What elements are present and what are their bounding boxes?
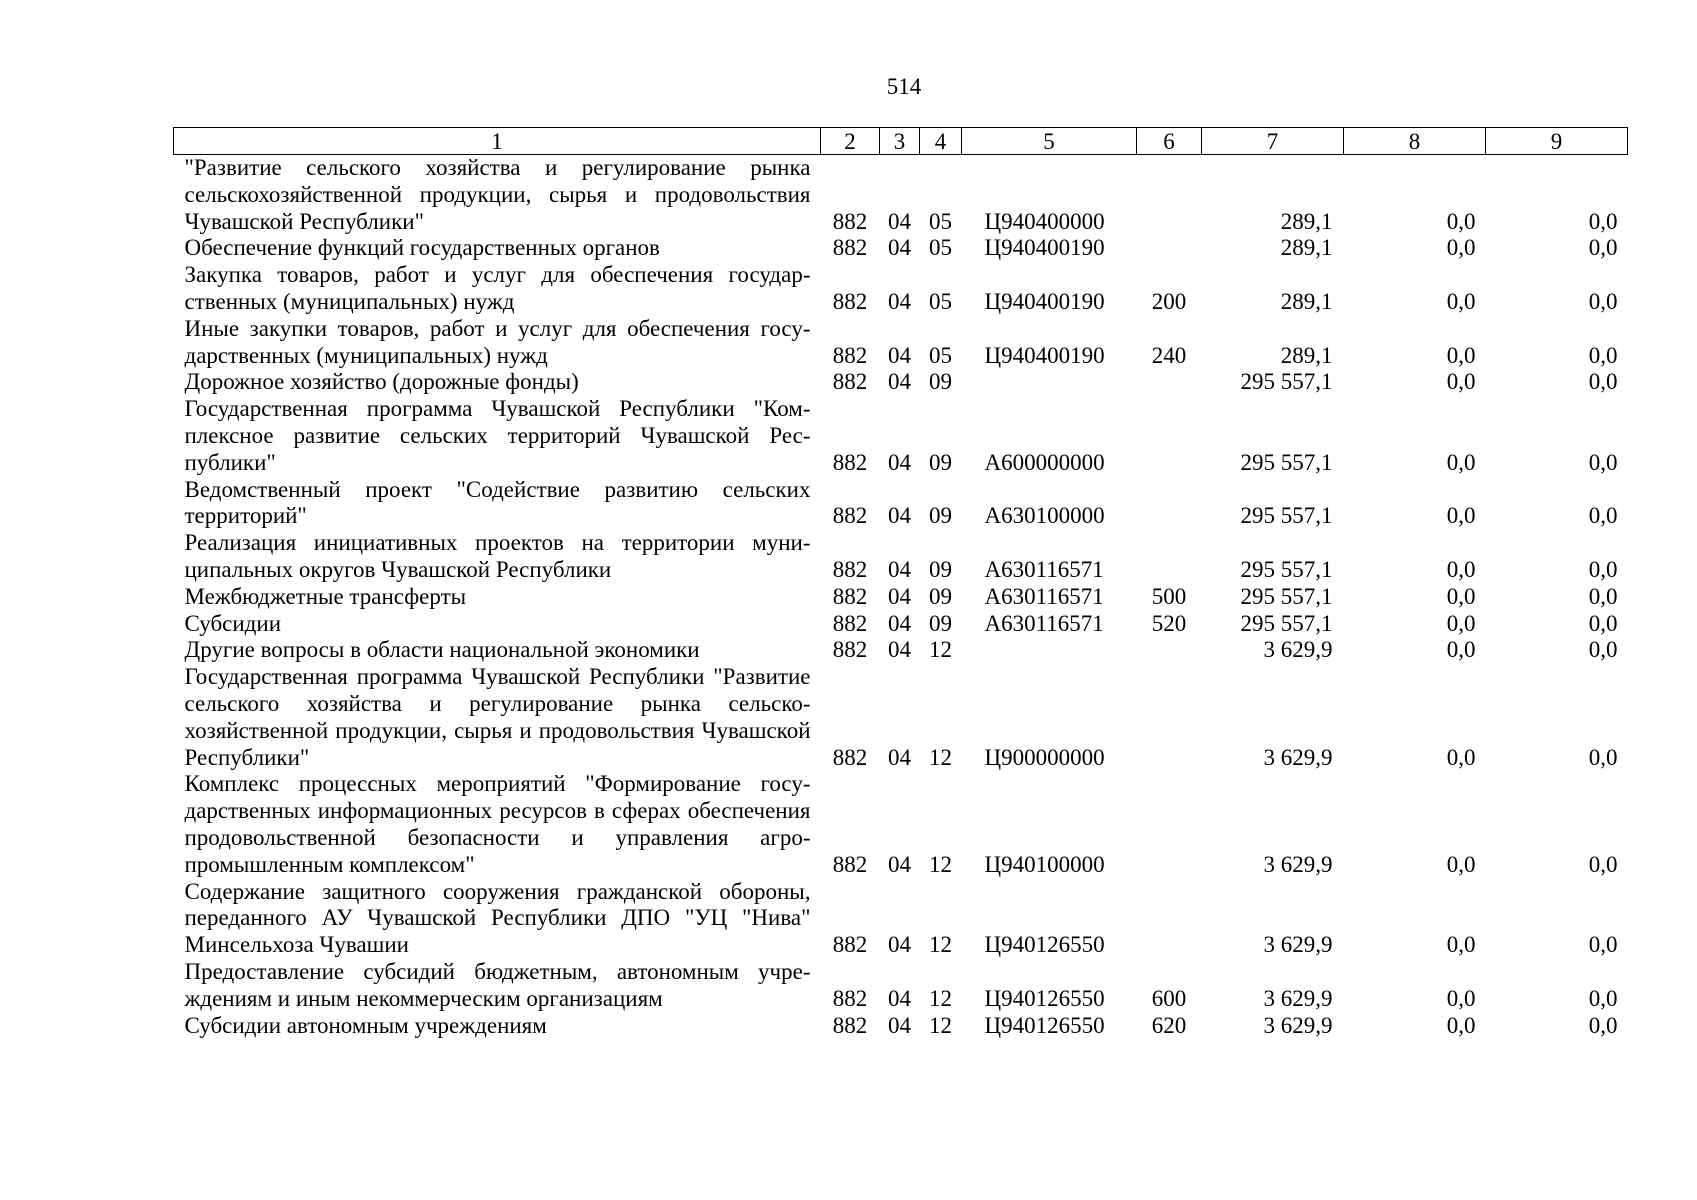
row-expense-type: 500 xyxy=(1151,583,1187,609)
table-row xyxy=(174,664,1628,771)
row-ministry-code: 882 xyxy=(832,610,868,636)
row-amount-col7: 3 629,9 xyxy=(1263,851,1333,877)
table-row xyxy=(174,1013,1628,1040)
row-name: Содержание защитного сооружения гражданской обороны, переданного АУ Чувашской Республики ДПО "УЦ "Нива" Минсельхоза Чувашии xyxy=(184,878,811,958)
row-ministry-code: 882 xyxy=(832,342,868,368)
row-amount-col9: 0,0 xyxy=(1588,851,1618,877)
row-name: Государственная программа Чувашской Республики "Развитие сельского хозяйства и регулирование рынка сельскохозяйственной продукции, сырья и продовольствия Чувашской Республики" xyxy=(184,664,811,770)
row-amount-col7: 289,1 xyxy=(1280,288,1333,314)
row-section: 04 xyxy=(888,637,911,663)
table-row xyxy=(174,369,1628,396)
row-expense-type: 600 xyxy=(1151,985,1187,1011)
row-target-article: Ц940126550 xyxy=(984,985,1105,1011)
header-col-3: 3 xyxy=(880,128,920,155)
row-name: Другие вопросы в области национальной экономики xyxy=(184,637,700,663)
row-amount-col9: 0,0 xyxy=(1588,985,1618,1011)
row-amount-col9: 0,0 xyxy=(1588,556,1618,582)
row-amount-col8: 0,0 xyxy=(1446,637,1476,663)
row-amount-col8: 0,0 xyxy=(1446,208,1476,234)
row-name: Межбюджетные трансферты xyxy=(184,583,467,609)
row-amount-col7: 3 629,9 xyxy=(1263,637,1333,663)
row-amount-col8: 0,0 xyxy=(1446,610,1476,636)
row-subsection: 09 xyxy=(929,610,952,636)
table-row xyxy=(174,637,1628,664)
row-section: 04 xyxy=(888,235,911,261)
row-target-article xyxy=(962,637,1137,664)
row-target-article: А630116571 xyxy=(984,583,1104,609)
row-name: Реализация инициативных проектов на территории муниципальных округов Чувашской Республики xyxy=(184,530,811,582)
row-subsection: 09 xyxy=(929,556,952,582)
row-name: Государственная программа Чувашской Республики "Комплексное развитие сельских территорий Чувашской Республики" xyxy=(184,396,811,475)
row-subsection: 09 xyxy=(929,449,952,475)
row-amount-col7: 289,1 xyxy=(1280,235,1333,261)
row-ministry-code: 882 xyxy=(832,369,868,395)
row-name: Комплекс процессных мероприятий "Формирование государственных информационных ресурсов в сферах обеспечения продовольственной безопасности и управления агропромышленным комплексом" xyxy=(184,771,811,877)
row-amount-col8: 0,0 xyxy=(1446,932,1476,958)
row-amount-col7: 289,1 xyxy=(1280,342,1333,368)
row-target-article: Ц940400190 xyxy=(984,235,1105,261)
header-col-8: 8 xyxy=(1344,128,1486,155)
row-subsection: 12 xyxy=(929,932,952,958)
row-ministry-code: 882 xyxy=(832,744,868,770)
row-target-article: Ц940400190 xyxy=(984,288,1105,314)
row-ministry-code: 882 xyxy=(832,449,868,475)
header-col-4: 4 xyxy=(920,128,962,155)
row-amount-col9: 0,0 xyxy=(1588,637,1618,663)
table-row xyxy=(174,879,1628,959)
row-amount-col8: 0,0 xyxy=(1446,449,1476,475)
row-amount-col8: 0,0 xyxy=(1446,851,1476,877)
header-col-1: 1 xyxy=(174,128,821,155)
row-section: 04 xyxy=(888,208,911,234)
row-amount-col7: 295 557,1 xyxy=(1240,583,1333,609)
row-target-article: Ц940100000 xyxy=(984,851,1105,877)
row-section: 04 xyxy=(888,1012,911,1038)
row-amount-col7: 289,1 xyxy=(1280,208,1333,234)
row-section: 04 xyxy=(888,342,911,368)
row-name: Предоставление субсидий бюджетным, автономным учреждениям и иным некоммерческим организациям xyxy=(184,958,811,1011)
row-target-article: Ц940126550 xyxy=(984,1012,1105,1038)
row-expense-type xyxy=(1137,664,1202,771)
row-ministry-code: 882 xyxy=(832,1012,868,1038)
table-row xyxy=(174,611,1628,638)
row-amount-col8: 0,0 xyxy=(1446,342,1476,368)
row-amount-col8: 0,0 xyxy=(1446,744,1476,770)
row-name: Обеспечение функций государственных органов xyxy=(184,235,660,261)
row-target-article: Ц940126550 xyxy=(984,932,1105,958)
table-row xyxy=(174,959,1628,1013)
row-subsection: 09 xyxy=(929,503,952,529)
row-section: 04 xyxy=(888,369,911,395)
row-subsection: 05 xyxy=(929,208,952,234)
row-ministry-code: 882 xyxy=(832,851,868,877)
row-amount-col9: 0,0 xyxy=(1588,610,1618,636)
header-row xyxy=(174,128,1628,155)
header-col-7: 7 xyxy=(1202,128,1344,155)
row-amount-col7: 295 557,1 xyxy=(1240,610,1333,636)
row-amount-col9: 0,0 xyxy=(1588,288,1618,314)
row-section: 04 xyxy=(888,583,911,609)
row-expense-type xyxy=(1137,396,1202,476)
row-expense-type xyxy=(1137,477,1202,531)
row-ministry-code: 882 xyxy=(832,637,868,663)
row-amount-col9: 0,0 xyxy=(1588,744,1618,770)
row-subsection: 12 xyxy=(929,744,952,770)
row-expense-type: 620 xyxy=(1151,1012,1187,1038)
row-name: Ведомственный проект "Содействие развитию сельских территорий" xyxy=(184,476,811,529)
row-amount-col8: 0,0 xyxy=(1446,556,1476,582)
row-ministry-code: 882 xyxy=(832,932,868,958)
row-amount-col7: 295 557,1 xyxy=(1240,369,1333,395)
row-subsection: 12 xyxy=(929,1012,952,1038)
row-subsection: 05 xyxy=(929,288,952,314)
row-subsection: 05 xyxy=(929,342,952,368)
row-section: 04 xyxy=(888,985,911,1011)
row-section: 04 xyxy=(888,556,911,582)
row-expense-type xyxy=(1137,879,1202,959)
row-amount-col9: 0,0 xyxy=(1588,208,1618,234)
row-expense-type xyxy=(1137,155,1202,236)
row-target-article: А630116571 xyxy=(984,556,1104,582)
row-name: "Развитие сельского хозяйства и регулирование рынка сельскохозяйственной продукции, сырья и продовольствия Чувашской Республики" xyxy=(184,155,811,234)
row-amount-col8: 0,0 xyxy=(1446,985,1476,1011)
row-section: 04 xyxy=(888,851,911,877)
row-amount-col9: 0,0 xyxy=(1588,342,1618,368)
row-section: 04 xyxy=(888,503,911,529)
row-subsection: 09 xyxy=(929,369,952,395)
header-col-5: 5 xyxy=(962,128,1137,155)
page-number: 514 xyxy=(886,74,922,99)
row-amount-col7: 3 629,9 xyxy=(1263,932,1333,958)
row-target-article: Ц940400190 xyxy=(984,342,1105,368)
row-subsection: 05 xyxy=(929,235,952,261)
row-section: 04 xyxy=(888,449,911,475)
table-row xyxy=(174,262,1628,316)
budget-table xyxy=(173,127,1628,1039)
row-amount-col8: 0,0 xyxy=(1446,503,1476,529)
row-amount-col9: 0,0 xyxy=(1588,932,1618,958)
row-expense-type xyxy=(1137,771,1202,878)
row-expense-type xyxy=(1137,369,1202,396)
row-target-article xyxy=(962,369,1137,396)
row-subsection: 12 xyxy=(929,637,952,663)
row-amount-col8: 0,0 xyxy=(1446,369,1476,395)
row-expense-type xyxy=(1137,235,1202,262)
row-amount-col9: 0,0 xyxy=(1588,235,1618,261)
table-header xyxy=(174,128,1628,155)
table-row xyxy=(174,396,1628,476)
row-expense-type: 520 xyxy=(1151,610,1187,636)
row-expense-type xyxy=(1137,637,1202,664)
row-amount-col7: 295 557,1 xyxy=(1240,503,1333,529)
row-amount-col7: 295 557,1 xyxy=(1240,556,1333,582)
row-target-article: Ц900000000 xyxy=(984,744,1105,770)
header-col-6: 6 xyxy=(1137,128,1202,155)
row-expense-type: 240 xyxy=(1151,342,1187,368)
row-amount-col9: 0,0 xyxy=(1588,449,1618,475)
row-amount-col8: 0,0 xyxy=(1446,1012,1476,1038)
row-amount-col9: 0,0 xyxy=(1588,503,1618,529)
row-target-article: А630100000 xyxy=(984,503,1105,529)
row-target-article: Ц940400000 xyxy=(984,208,1105,234)
row-expense-type xyxy=(1137,530,1202,584)
row-name: Субсидии автономным учреждениям xyxy=(184,1012,547,1038)
row-section: 04 xyxy=(888,744,911,770)
row-amount-col7: 3 629,9 xyxy=(1263,744,1333,770)
row-ministry-code: 882 xyxy=(832,208,868,234)
row-name: Иные закупки товаров, работ и услуг для обеспечения государственных (муниципальных) нужд xyxy=(184,315,811,368)
row-ministry-code: 882 xyxy=(832,288,868,314)
row-ministry-code: 882 xyxy=(832,985,868,1011)
row-section: 04 xyxy=(888,288,911,314)
table-body xyxy=(174,155,1628,1040)
row-amount-col7: 3 629,9 xyxy=(1263,1012,1333,1038)
header-col-2: 2 xyxy=(821,128,880,155)
row-ministry-code: 882 xyxy=(832,503,868,529)
row-amount-col9: 0,0 xyxy=(1588,583,1618,609)
row-amount-col7: 295 557,1 xyxy=(1240,449,1333,475)
table-row xyxy=(174,771,1628,878)
row-section: 04 xyxy=(888,610,911,636)
row-ministry-code: 882 xyxy=(832,583,868,609)
table-row xyxy=(174,584,1628,611)
header-col-9: 9 xyxy=(1486,128,1628,155)
row-name: Дорожное хозяйство (дорожные фонды) xyxy=(184,369,579,395)
table-row xyxy=(174,316,1628,370)
row-amount-col8: 0,0 xyxy=(1446,288,1476,314)
row-subsection: 12 xyxy=(929,985,952,1011)
row-amount-col7: 3 629,9 xyxy=(1263,985,1333,1011)
row-name: Закупка товаров, работ и услуг для обеспечения государственных (муниципальных) нужд xyxy=(184,262,811,314)
row-name: Субсидии xyxy=(184,610,282,636)
row-amount-col9: 0,0 xyxy=(1588,1012,1618,1038)
row-ministry-code: 882 xyxy=(832,556,868,582)
row-amount-col9: 0,0 xyxy=(1588,369,1618,395)
row-subsection: 09 xyxy=(929,583,952,609)
row-expense-type: 200 xyxy=(1151,288,1187,314)
row-target-article: А600000000 xyxy=(984,449,1105,475)
table-row xyxy=(174,155,1628,236)
table-row xyxy=(174,477,1628,531)
row-target-article: А630116571 xyxy=(984,610,1104,636)
table-row xyxy=(174,235,1628,262)
row-amount-col8: 0,0 xyxy=(1446,583,1476,609)
row-ministry-code: 882 xyxy=(832,235,868,261)
table-row xyxy=(174,530,1628,584)
row-subsection: 12 xyxy=(929,851,952,877)
row-section: 04 xyxy=(888,932,911,958)
row-amount-col8: 0,0 xyxy=(1446,235,1476,261)
